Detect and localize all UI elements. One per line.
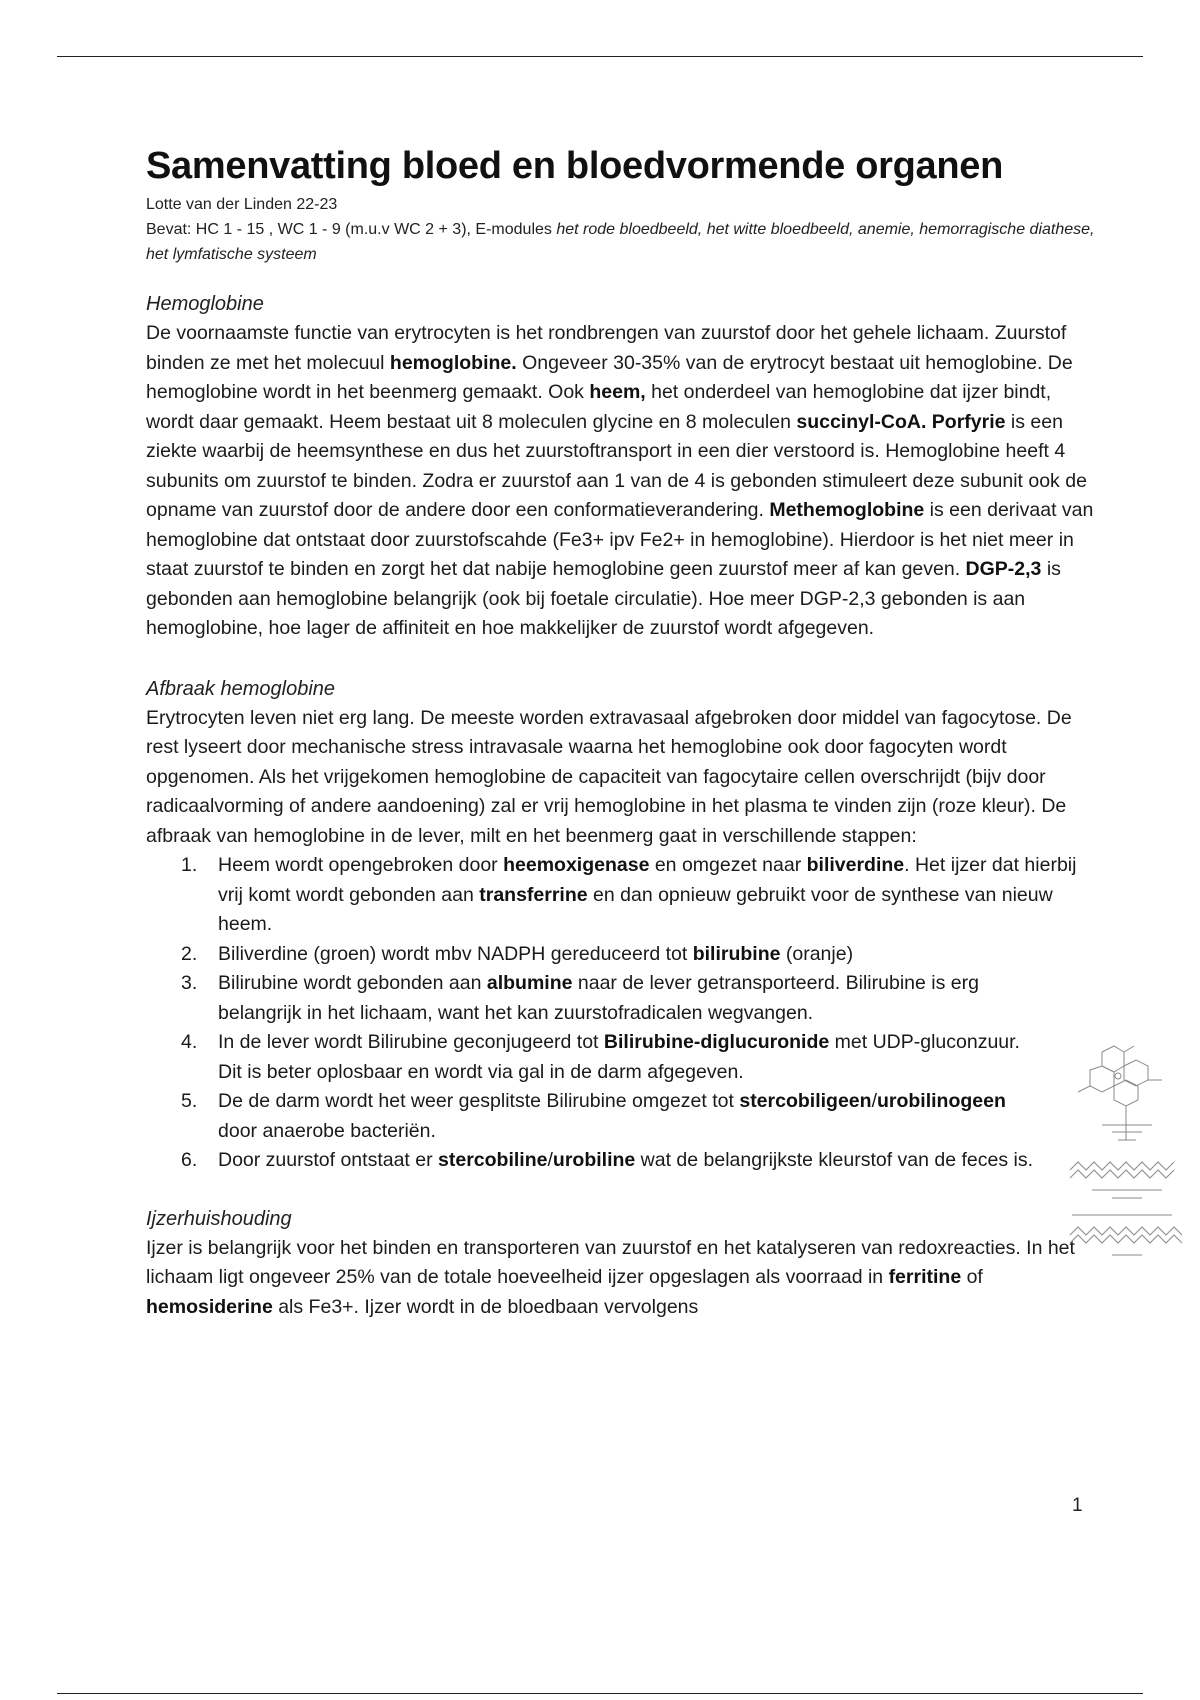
section-paragraph: Erytrocyten leven niet erg lang. De meeste worden extravasaal afgebroken door middel van fagocytose. De rest lyseert door mechanische stress intravasale waarna het hemoglobine ook door fagocyten wordt opgenomen. Als het vrijgekomen hemoglobine de capaciteit van fagocytaire cellen overschrijdt (bijv door radicaalvorming of andere aandoening) zal er vrij hemoglobine in het plasma te vinden zijn (roze kleur). De afbraak van hemoglobine in de lever, milt en het beenmerg gaat in verschillende stappen: [146,706,1072,847]
document-title: Samenvatting bloed en bloedvormende organen [146,145,1004,187]
list-item: 2. Biliverdine (groen) wordt mbv NADPH gereduceerd tot bilirubine (oranje) [181,942,854,965]
steps-list [146,851,1101,1176]
section-ijzerhuishouding [146,1204,1101,1323]
section-afbraak-hemoglobine [146,674,1101,1176]
heme-structure-icon [1062,1040,1187,1265]
section-heading: Ijzerhuishouding [146,1207,292,1230]
list-item: 5. De de darm wordt het weer gesplitste Bilirubine omgezet tot stercobiligeen/urobilinogeen door anaerobe bacteriën. [181,1090,1006,1142]
list-item: 3. Bilirubine wordt gebonden aan albumine naar de lever getransporteerd. Bilirubine is erg belangrijk in het lichaam, want het kan zuurstofradicalen wegvangen. [181,972,979,1024]
section-hemoglobine [146,289,1101,644]
section-heading: Hemoglobine [146,293,264,315]
author-line: Lotte van der Linden 22-23 [146,196,338,213]
section-paragraph: Ijzer is belangrijk voor het binden en transporteren van zuurstof en het katalyseren van redoxreacties. In het lichaam ligt ongeveer 25% van de totale hoeveelheid ijzer opgeslagen als voorraad in ferritine of hemosiderine als Fe3+. Ijzer wordt in de bloedbaan vervolgens [146,1236,1075,1318]
contents-line [146,217,1101,267]
contents-prefix: Bevat: HC 1 - 15 , WC 1 - 9 (m.u.v WC 2 + 3), E-modules [146,221,557,238]
contents-modules: het rode bloedbeeld, het witte bloedbeeld, anemie, hemorragische diathese, het lymfatische systeem [146,221,1095,263]
list-item: 6. Door zuurstof ontstaat er stercobiline/urobiline wat de belangrijkste kleurstof van de feces is. [181,1149,1034,1171]
header-rule [57,56,1143,57]
footer-rule [57,1693,1143,1694]
document-body [146,140,1101,1322]
section-heading: Afbraak hemoglobine [146,677,336,700]
list-item: 4. In de lever wordt Bilirubine geconjugeerd tot Bilirubine-diglucuronide met UDP-gluconzuur. Dit is beter oplosbaar en wordt via gal in de darm afgegeven. [181,1031,1020,1083]
list-item: 1. Heem wordt opengebroken door heemoxigenase en omgezet naar biliverdine. Het ijzer dat hierbij vrij komt wordt gebonden aan transferrine en dan opnieuw gebruikt voor de synthese van nieuw heem. [181,854,1077,935]
page-number: 1 [1072,1495,1083,1516]
section-paragraph: De voornaamste functie van erytrocyten is het rondbrengen van zuurstof door het gehele lichaam. Zuurstof binden ze met het molecuul hemoglobine. Ongeveer 30-35% van de erytrocyt bestaat uit hemoglobine. De hemoglobine wordt in het beenmerg gemaakt. Ook heem, het onderdeel van hemoglobine dat ijzer bindt, wordt daar gemaakt. Heem bestaat uit 8 moleculen glycine en 8 moleculen succinyl-CoA. Porfyrie is een ziekte waarbij de heemsynthese en dus het zuurstoftransport in een dier verstoord is. Hemoglobine heeft 4 subunits om zuurstof te binden. Zodra er zuurstof aan 1 van de 4 is gebonden stimuleert deze subunit ook de opname van zuurstof door de andere door een conformatieverandering. Methemoglobine is een derivaat van hemoglobine dat ontstaat door zuurstofscahde (Fe3+ ipv Fe2+ in hemoglobine). Hierdoor is het niet meer in staat zuurstof te binden en zorgt het dat nabije hemoglobine geen zuurstof meer af kan geven. DGP-2,3 is gebonden aan hemoglobine belangrijk (ook bij foetale circulatie). Hoe meer DGP-2,3 gebonden is aan hemoglobine, hoe lager de affiniteit en hoe makkelijker de zuurstof wordt afgegeven. [146,322,1094,639]
